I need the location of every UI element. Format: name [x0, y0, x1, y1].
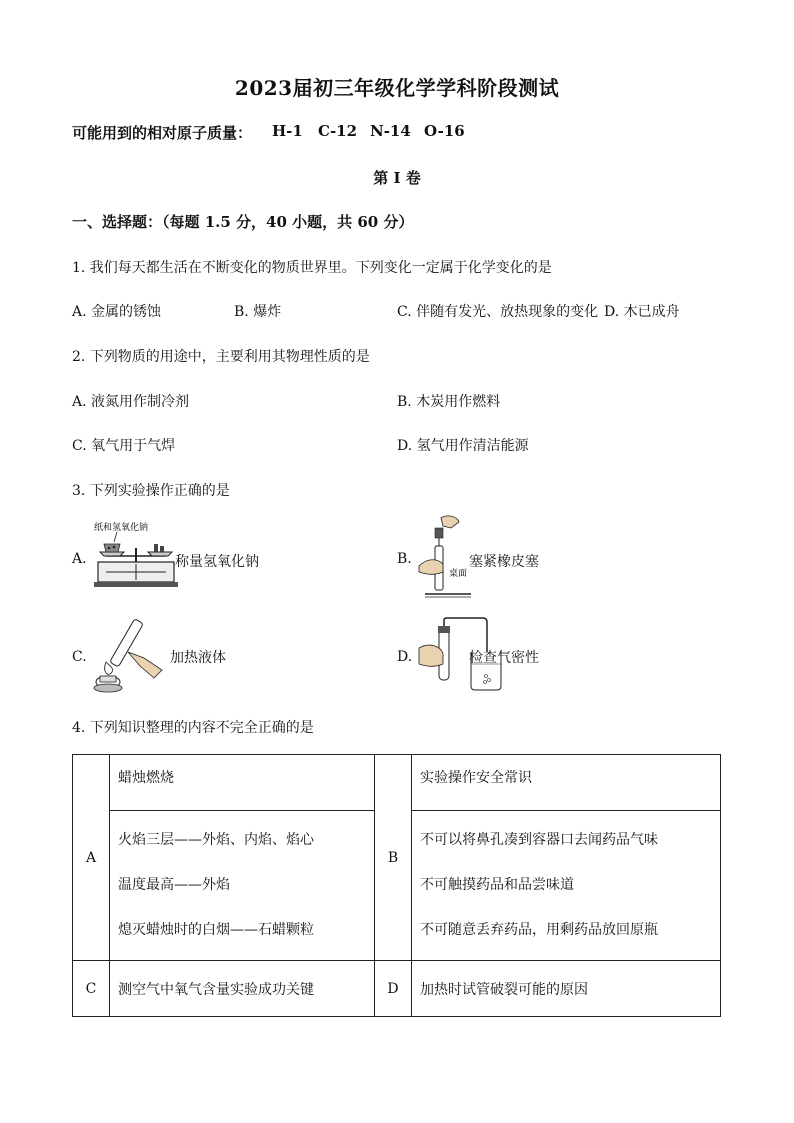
table-cell-b-letter: B — [375, 755, 412, 961]
q3-option-d-letter: D. — [397, 649, 413, 665]
desk-label: 桌面 — [449, 569, 468, 579]
q3-option-b-letter: B. — [397, 551, 412, 567]
q3-option-a-label: 称量氢氧化钠 — [175, 554, 259, 570]
q1-option-d: D. 木已成舟 — [604, 304, 680, 320]
table-b-line-3: 不可随意丢弃药品，用剩药品放回原瓶 — [420, 922, 658, 938]
table-cell-b-heading: 实验操作安全常识 — [412, 755, 721, 811]
knowledge-table — [72, 754, 721, 1017]
question-2-stem: 2. 下列物质的用途中，主要利用其物理性质的是 — [72, 349, 370, 365]
table-cell-a-heading: 蜡烛燃烧 — [110, 755, 375, 811]
q2-option-d: D. 氢气用作清洁能源 — [397, 438, 529, 454]
atomic-mass-c: C-12 — [318, 122, 358, 140]
q2-option-b: B. 木炭用作燃料 — [397, 394, 501, 410]
table-cell-c-letter: C — [73, 961, 110, 1017]
q3-option-c-label: 加热液体 — [170, 650, 226, 666]
table-cell-c-heading: 测空气中氧气含量实验成功关键 — [110, 961, 375, 1017]
table-cell-b-content — [412, 811, 721, 961]
balance-figure-caption: 纸和氢氧化钠 — [94, 523, 149, 533]
q1-option-a: A. 金属的锈蚀 — [72, 304, 162, 320]
atomic-mass-o: O-16 — [424, 122, 465, 140]
question-3-stem: 3. 下列实验操作正确的是 — [72, 483, 230, 499]
balance-scale-figure — [92, 518, 182, 596]
table-a-line-1: 火焰三层——外焰、内焰、焰心 — [118, 832, 314, 848]
table-cell-d-letter: D — [375, 961, 412, 1017]
section-heading: 一、选择题：（每题 1.5 分，40 小题，共 60 分） — [72, 213, 414, 231]
q1-option-b: B. 爆炸 — [234, 304, 282, 320]
stopper-figure — [417, 514, 473, 604]
table-cell-d-heading: 加热时试管破裂可能的原因 — [412, 961, 721, 1017]
page-title: 2023届初三年级化学学科阶段测试 — [234, 76, 560, 100]
table-cell-a-letter: A — [73, 755, 110, 961]
atomic-mass-h: H-1 — [272, 122, 303, 140]
table-b-line-1: 不可以将鼻孔凑到容器口去闻药品气味 — [420, 832, 658, 848]
q3-option-a-letter: A. — [72, 551, 87, 567]
atomic-mass-label: 可能用到的相对原子质量： — [72, 124, 253, 142]
table-cell-a-content — [110, 811, 375, 961]
atomic-mass-n: N-14 — [370, 122, 411, 140]
q2-option-a: A. 液氮用作制冷剂 — [72, 394, 190, 410]
volume-heading: 第 I 卷 — [373, 169, 421, 187]
question-1-stem: 1. 我们每天都生活在不断变化的物质世界里。下列变化一定属于化学变化的是 — [72, 260, 552, 276]
question-4-stem: 4. 下列知识整理的内容不完全正确的是 — [72, 720, 314, 736]
q3-option-c-letter: C. — [72, 649, 87, 665]
q2-option-c: C. 氧气用于气焊 — [72, 438, 176, 454]
q1-option-c: C. 伴随有发光、放热现象的变化 — [397, 304, 599, 320]
q3-option-b-label: 塞紧橡皮塞 — [469, 554, 539, 570]
heating-liquid-figure — [92, 612, 172, 696]
table-a-line-3: 熄灭蜡烛时的白烟——石蜡颗粒 — [118, 922, 314, 938]
q3-option-d-label: 检查气密性 — [469, 650, 539, 666]
table-b-line-2: 不可触摸药品和品尝味道 — [420, 877, 574, 893]
table-a-line-2: 温度最高——外焰 — [118, 877, 230, 893]
